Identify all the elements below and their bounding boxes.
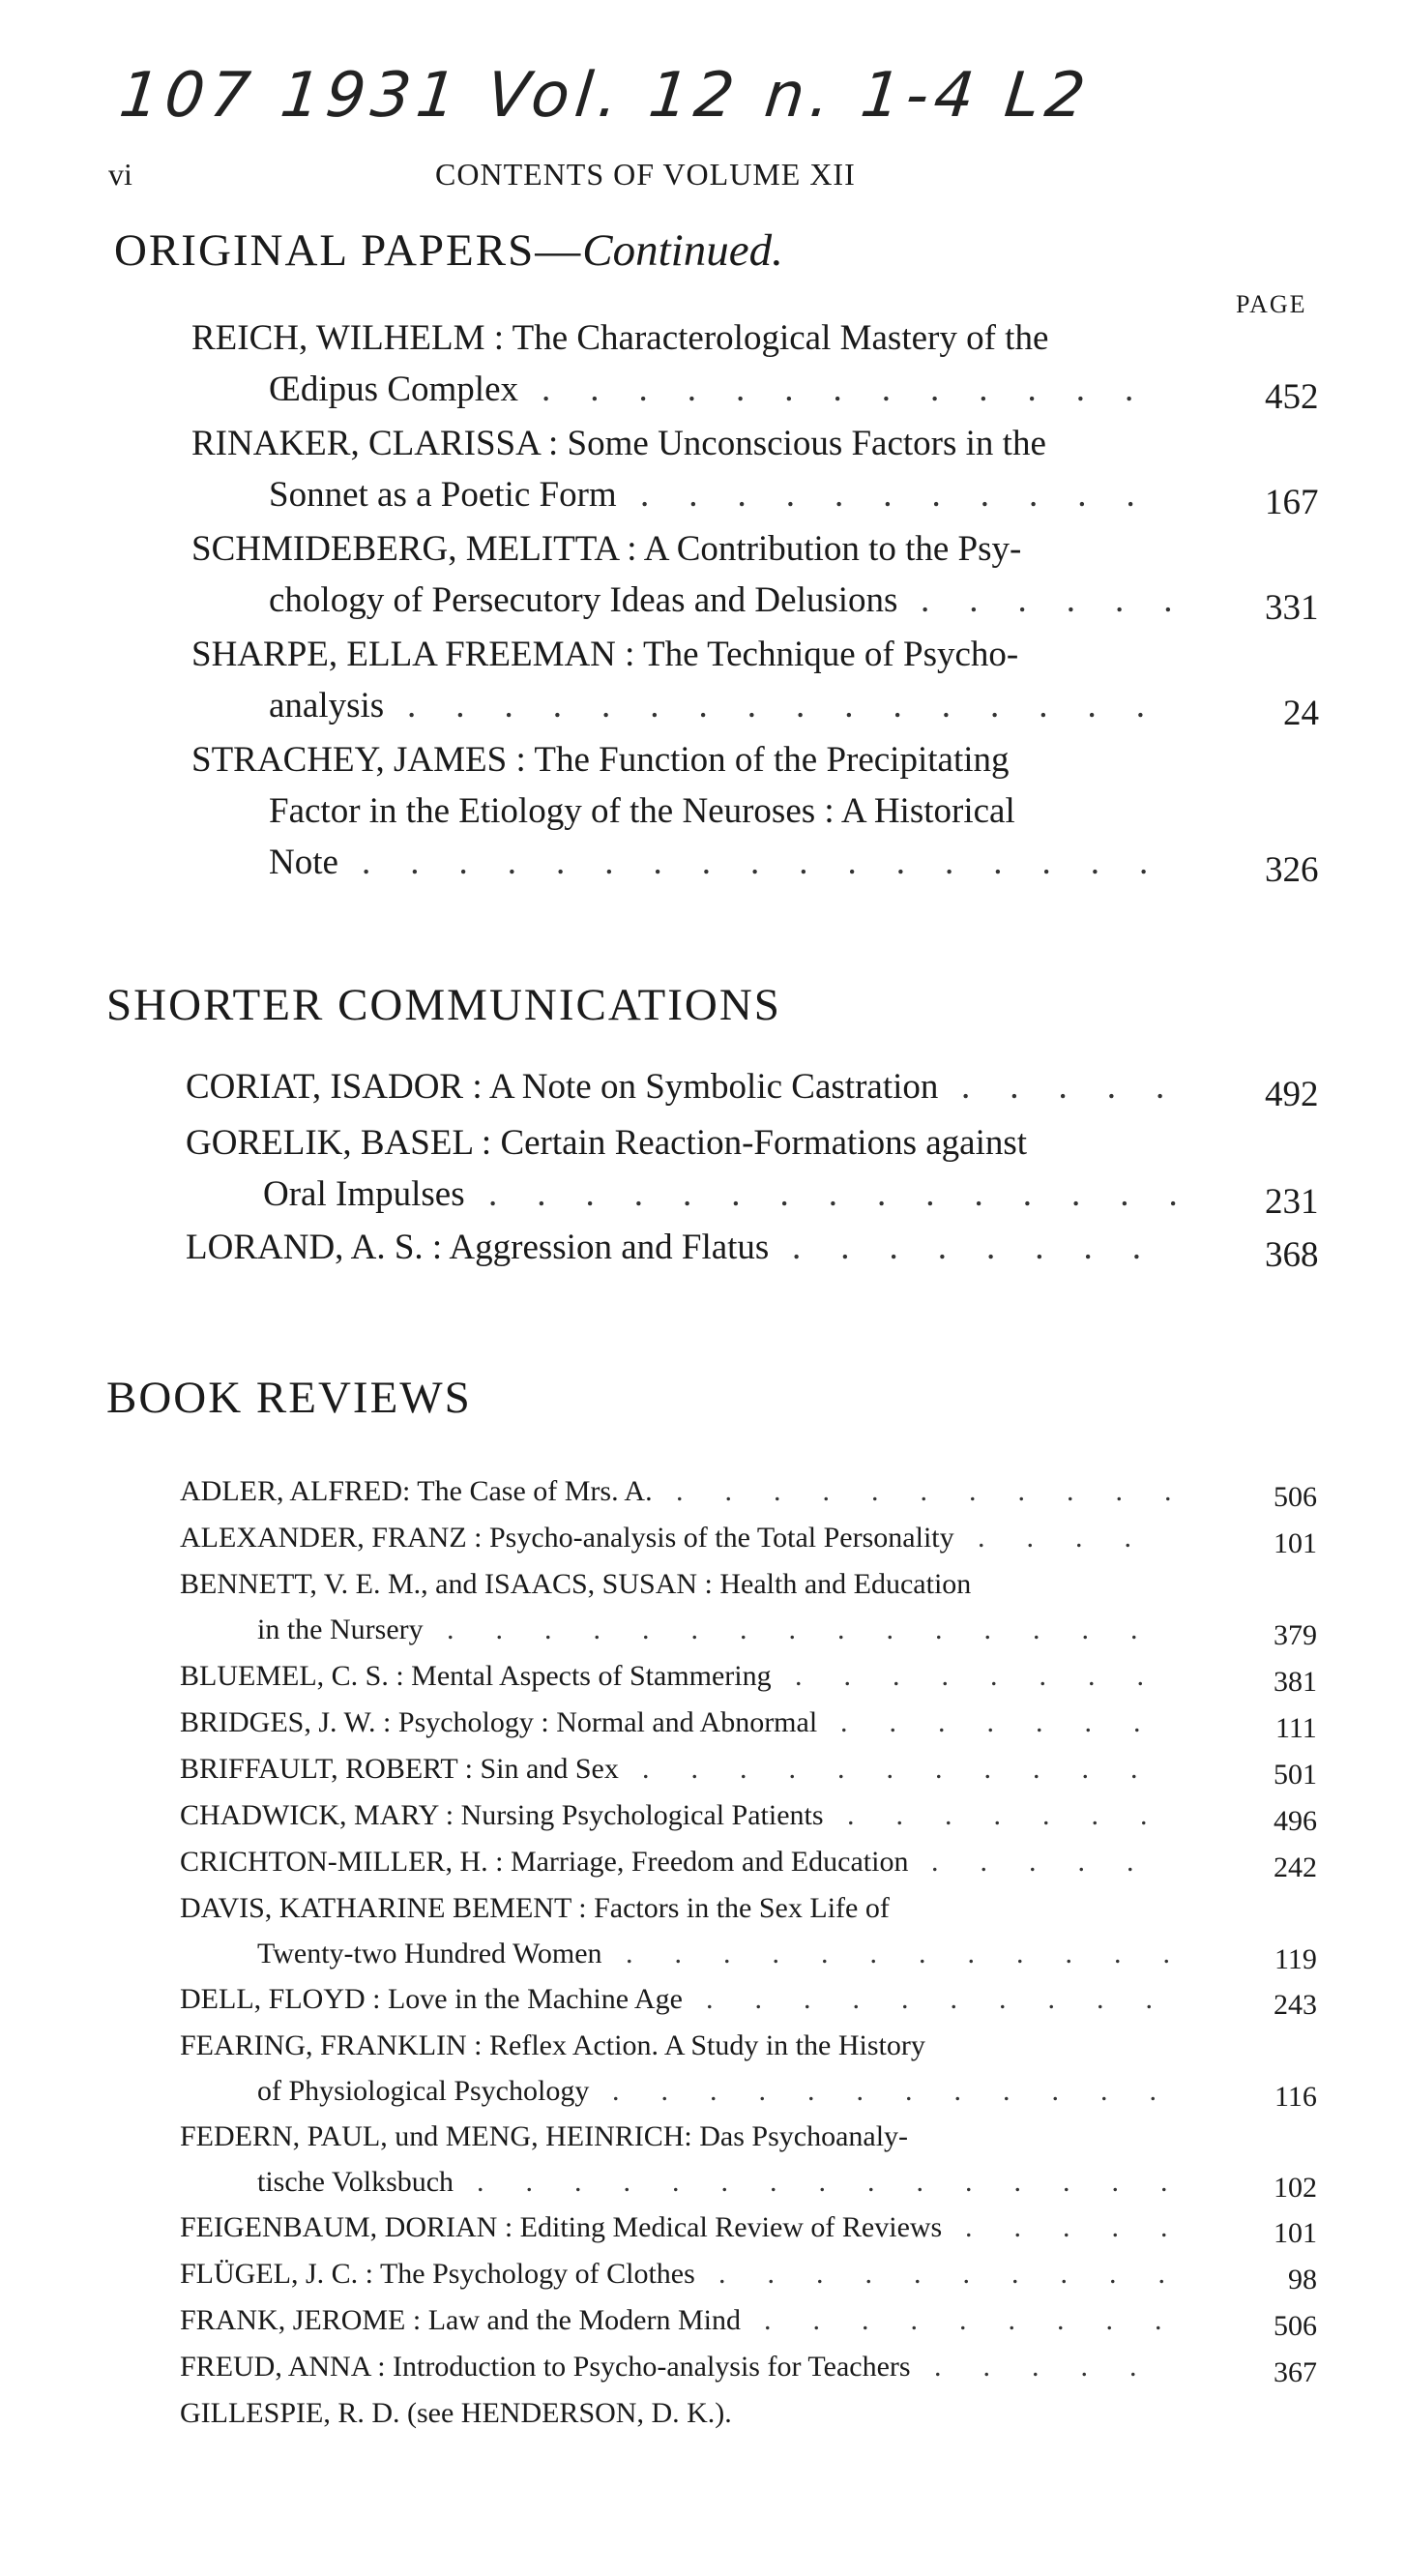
dot-leader: ................. [362,843,1188,882]
dot-leader: ................ [407,686,1185,725]
entry-author-title: CHADWICK, MARY : Nursing Psychological Patients [180,1799,824,1831]
page-number: 101 [1274,2217,1317,2249]
page-number: 506 [1274,2310,1317,2342]
page-number: 367 [1274,2356,1317,2388]
entry-author-title: SCHMIDEBERG, MELITTA : A Contribution to the Psy- [191,529,1022,569]
dot-leader: .......... [718,2258,1207,2290]
dot-leader: ........... [676,1475,1214,1507]
entry-author-title: REICH, WILHELM : The Characterological Mastery of the [191,318,1049,358]
entry-title-continuation: Note [269,843,338,882]
entry-title-continuation: chology of Persecutory Ideas and Delusions [269,580,898,620]
page-number: 326 [1265,850,1319,890]
entry-title-continuation: Factor in the Etiology of the Neuroses : A Historical [269,791,1015,831]
dot-leader: ..... [965,2211,1210,2243]
entry-author-title: STRACHEY, JAMES : The Function of the Precipitating [191,740,1010,780]
dot-leader: .... [978,1522,1173,1554]
entry-author-title: FRANK, JEROME : Law and the Modern Mind [180,2304,741,2336]
dot-leader: .......... [706,1983,1194,2015]
page-number: 368 [1265,1235,1319,1275]
entry-author-title: LORAND, A. S. : Aggression and Flatus [186,1228,770,1267]
entry-title-continuation: Sonnet as a Poetic Form [269,475,617,515]
entry-author-title: FREUD, ANNA : Introduction to Psycho-analysis for Teachers [180,2351,911,2383]
page-number: 492 [1265,1075,1319,1114]
page-number: 379 [1274,1619,1317,1651]
page-number: 119 [1274,1943,1317,1975]
entry-author-title: BRIFFAULT, ROBERT : Sin and Sex [180,1753,619,1785]
page-number: 231 [1265,1182,1319,1222]
section-heading-shorter-communications: SHORTER COMMUNICATIONS [106,980,781,1030]
dot-leader: ..... [961,1067,1205,1107]
entry-author-title: GORELIK, BASEL : Certain Reaction-Formations against [186,1123,1028,1163]
dot-leader: ............ [626,1938,1212,1969]
entry-author-title: ADLER, ALFRED: The Case of Mrs. A. [180,1475,653,1507]
entry-author-title: BLUEMEL, C. S. : Mental Aspects of Stammering [180,1660,772,1692]
entry-author-title: GILLESPIE, R. D. (see HENDERSON, D. K.). [180,2397,732,2429]
dot-leader: ......... [764,2304,1204,2336]
page-number: 381 [1274,1666,1317,1698]
dot-leader: ............ [612,2075,1198,2107]
page-column-label: PAGE [1236,290,1307,318]
page-number: 102 [1274,2172,1317,2204]
volume-title: CONTENTS OF VOLUME XII [435,157,856,192]
dot-leader: ........ [792,1228,1181,1267]
page-number: 501 [1274,1759,1317,1791]
page-number: 452 [1265,377,1319,417]
dot-leader: ........... [642,1753,1180,1785]
entry-author-title: FEIGENBAUM, DORIAN : Editing Medical Review of Reviews [180,2211,943,2243]
entry-author-title: BRIDGES, J. W. : Psychology : Normal and Abnormal [180,1706,818,1738]
handwritten-annotation: 107 1931 Vol. 12 n. 1-4 L2 [116,60,1095,132]
dot-leader: ..... [931,1846,1176,1878]
section-title-continued: Continued. [582,225,783,276]
entry-author-title: CORIAT, ISADOR : A Note on Symbolic Castration [186,1067,939,1107]
entry-title-continuation: analysis [269,686,385,725]
dot-leader: ............... [488,1174,1217,1214]
section-heading-original-papers [114,224,783,277]
dot-leader: ....... [847,1799,1189,1831]
entry-author-title: DAVIS, KATHARINE BEMENT : Factors in the Sex Life of [180,1892,890,1924]
page-number: 111 [1275,1712,1317,1744]
section-title: ORIGINAL PAPERS— [114,225,583,276]
dot-leader: ...... [921,580,1213,620]
page-number: 506 [1274,1481,1317,1513]
entry-title-continuation: Oral Impulses [263,1174,465,1214]
folio: vi [108,157,132,192]
entry-author-title: FEDERN, PAUL, und MENG, HEINRICH: Das Psychoanaly- [180,2120,909,2152]
page-number: 116 [1274,2081,1317,2113]
entry-author-title: DELL, FLOYD : Love in the Machine Age [180,1983,683,2015]
entry-author-title: FEARING, FRANKLIN : Reflex Action. A Study in the History [180,2029,925,2061]
dot-leader: ............. [542,370,1174,409]
entry-title-continuation: tische Volksbuch [257,2166,454,2198]
entry-author-title: SHARPE, ELLA FREEMAN : The Technique of Psycho- [191,635,1019,674]
running-head [108,157,1317,195]
entry-author-title: FLÜGEL, J. C. : The Psychology of Clothes [180,2258,695,2290]
entry-author-title: CRICHTON-MILLER, H. : Marriage, Freedom and Education [180,1846,909,1878]
page-number: 24 [1283,694,1319,733]
dot-leader: ............... [477,2166,1210,2198]
entry-author-title: BENNETT, V. E. M., and ISAACS, SUSAN : Health and Education [180,1568,972,1600]
page-number: 98 [1288,2264,1317,2295]
dot-leader: ..... [934,2351,1179,2383]
entry-author-title: ALEXANDER, FRANZ : Psycho-analysis of the Total Personality [180,1522,954,1554]
page-number: 242 [1274,1851,1317,1883]
page-number: 496 [1274,1805,1317,1837]
dot-leader: ........... [640,475,1175,515]
entry-author-title: RINAKER, CLARISSA : Some Unconscious Factors in the [191,424,1046,463]
page-number: 331 [1265,588,1319,628]
entry-title-continuation: in the Nursery [257,1614,424,1645]
section-heading-book-reviews: BOOK REVIEWS [106,1373,472,1423]
dot-leader: ....... [840,1706,1183,1738]
page-number: 101 [1274,1527,1317,1559]
dot-leader: ............... [447,1614,1180,1645]
page-number: 167 [1265,483,1319,522]
page-number: 243 [1274,1989,1317,2021]
entry-title-continuation: of Physiological Psychology [257,2075,590,2107]
entry-title-continuation: Twenty-two Hundred Women [257,1938,602,1969]
entry-title-continuation: Œdipus Complex [269,370,518,409]
dot-leader: ........ [795,1660,1186,1692]
